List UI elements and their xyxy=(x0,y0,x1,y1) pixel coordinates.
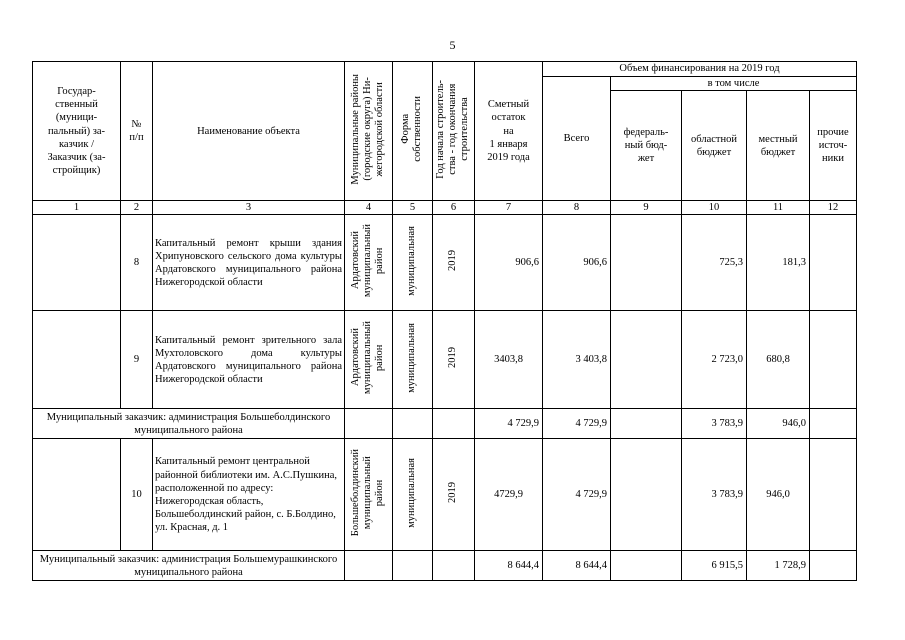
local-value: 1 728,9 xyxy=(747,551,810,581)
object-name: Капитальный ремонт центральной районной библиотеки им. А.С.Пушкина, расположенной по адресу: Нижегородская область, Большеболдинский район, с. Б.Болдино, ул. Красная, д. 1 xyxy=(153,439,345,551)
customer-label: Муниципальный заказчик: администрация Большемурашкинского муниципального района xyxy=(33,551,345,581)
header-funding-volume: Объем финансирования на 2019 год xyxy=(543,62,857,77)
empty-cell xyxy=(393,409,433,439)
estimate-value: 4 729,9 xyxy=(475,409,543,439)
total-value: 4 729,9 xyxy=(543,439,611,551)
customer-label: Муниципальный заказчик: администрация Большеболдинского муниципального района xyxy=(33,409,345,439)
col-number: 8 xyxy=(543,201,611,215)
year: 2019 xyxy=(433,311,475,409)
empty-cell xyxy=(345,409,393,439)
estimate-value: 8 644,4 xyxy=(475,551,543,581)
ownership: муниципальная xyxy=(393,439,433,551)
col-number: 1 xyxy=(33,201,121,215)
empty-cell xyxy=(345,551,393,581)
header-num: № п/п xyxy=(121,62,153,201)
other-value xyxy=(810,551,857,581)
col-number: 10 xyxy=(682,201,747,215)
col-number: 12 xyxy=(810,201,857,215)
customer-cell xyxy=(33,311,121,409)
col-number: 2 xyxy=(121,201,153,215)
total-value: 906,6 xyxy=(543,215,611,311)
regional-value: 3 783,9 xyxy=(682,409,747,439)
regional-value: 725,3 xyxy=(682,215,747,311)
col-number: 3 xyxy=(153,201,345,215)
header-including: в том числе xyxy=(611,77,857,91)
row-number: 9 xyxy=(121,311,153,409)
col-number: 6 xyxy=(433,201,475,215)
total-value: 3 403,8 xyxy=(543,311,611,409)
row-number: 8 xyxy=(121,215,153,311)
federal-value xyxy=(611,311,682,409)
header-years: Год начала строитель- ства - год окончания строительства xyxy=(433,62,475,201)
table-row xyxy=(33,311,857,409)
header-estimate-balance: Сметный остаток на 1 января 2019 года xyxy=(475,62,543,201)
regional-value: 6 915,5 xyxy=(682,551,747,581)
header-federal: федераль- ный бюд- жет xyxy=(611,91,682,201)
header-regional: областной бюджет xyxy=(682,91,747,201)
regional-value: 3 783,9 xyxy=(682,439,747,551)
object-name: Капитальный ремонт зрительного зала Мухтоловского дома культуры Ардатовского муниципального района Нижегородской области xyxy=(153,311,345,409)
other-value xyxy=(810,409,857,439)
row-number: 10 xyxy=(121,439,153,551)
header-customer: Государ- ственный (муници- пальный) за- казчик / Заказчик (за- стройщик) xyxy=(33,62,121,201)
empty-cell xyxy=(433,409,475,439)
local-value: 181,3 xyxy=(747,215,810,311)
federal-value xyxy=(611,409,682,439)
other-value xyxy=(810,439,857,551)
federal-value xyxy=(611,439,682,551)
estimate-value: 906,6 xyxy=(475,215,543,311)
ownership: муниципальная xyxy=(393,311,433,409)
other-value xyxy=(810,311,857,409)
year: 2019 xyxy=(433,439,475,551)
estimate-value: 4729,9 xyxy=(475,439,543,551)
col-number: 7 xyxy=(475,201,543,215)
customer-subtotal-row xyxy=(33,409,857,439)
district: Ардатовский муниципальный район xyxy=(345,311,393,409)
col-number: 5 xyxy=(393,201,433,215)
col-number: 11 xyxy=(747,201,810,215)
header-object-name: Наименование объекта xyxy=(153,62,345,201)
district: Большеболдинский муниципальный район xyxy=(345,439,393,551)
ownership: муниципальная xyxy=(393,215,433,311)
header-row-1 xyxy=(33,62,857,77)
local-value: 680,8 xyxy=(747,311,810,409)
local-value: 946,0 xyxy=(747,439,810,551)
customer-cell xyxy=(33,439,121,551)
col-number: 9 xyxy=(611,201,682,215)
header-districts: Муниципальные районы (городские округа) Ни- жегородской области xyxy=(345,62,393,201)
header-ownership: Форма собственности xyxy=(393,62,433,201)
header-local: местный бюджет xyxy=(747,91,810,201)
object-name: Капитальный ремонт крыши здания Хрипуновского сельского дома культуры Ардатовского муниципального района Нижегородской области xyxy=(153,215,345,311)
customer-cell xyxy=(33,215,121,311)
local-value: 946,0 xyxy=(747,409,810,439)
empty-cell xyxy=(393,551,433,581)
col-number: 4 xyxy=(345,201,393,215)
total-value: 4 729,9 xyxy=(543,409,611,439)
estimate-value: 3403,8 xyxy=(475,311,543,409)
table-row xyxy=(33,439,857,551)
header-total: Всего xyxy=(543,77,611,201)
other-value xyxy=(810,215,857,311)
regional-value: 2 723,0 xyxy=(682,311,747,409)
year: 2019 xyxy=(433,215,475,311)
federal-value xyxy=(611,215,682,311)
table-row xyxy=(33,215,857,311)
district: Ардатовский муниципальный район xyxy=(345,215,393,311)
page-number: 5 xyxy=(449,38,456,52)
empty-cell xyxy=(433,551,475,581)
customer-subtotal-row xyxy=(33,551,857,581)
federal-value xyxy=(611,551,682,581)
financing-table xyxy=(32,61,857,581)
header-other: прочие источ- ники xyxy=(810,91,857,201)
column-number-row xyxy=(33,201,857,215)
total-value: 8 644,4 xyxy=(543,551,611,581)
